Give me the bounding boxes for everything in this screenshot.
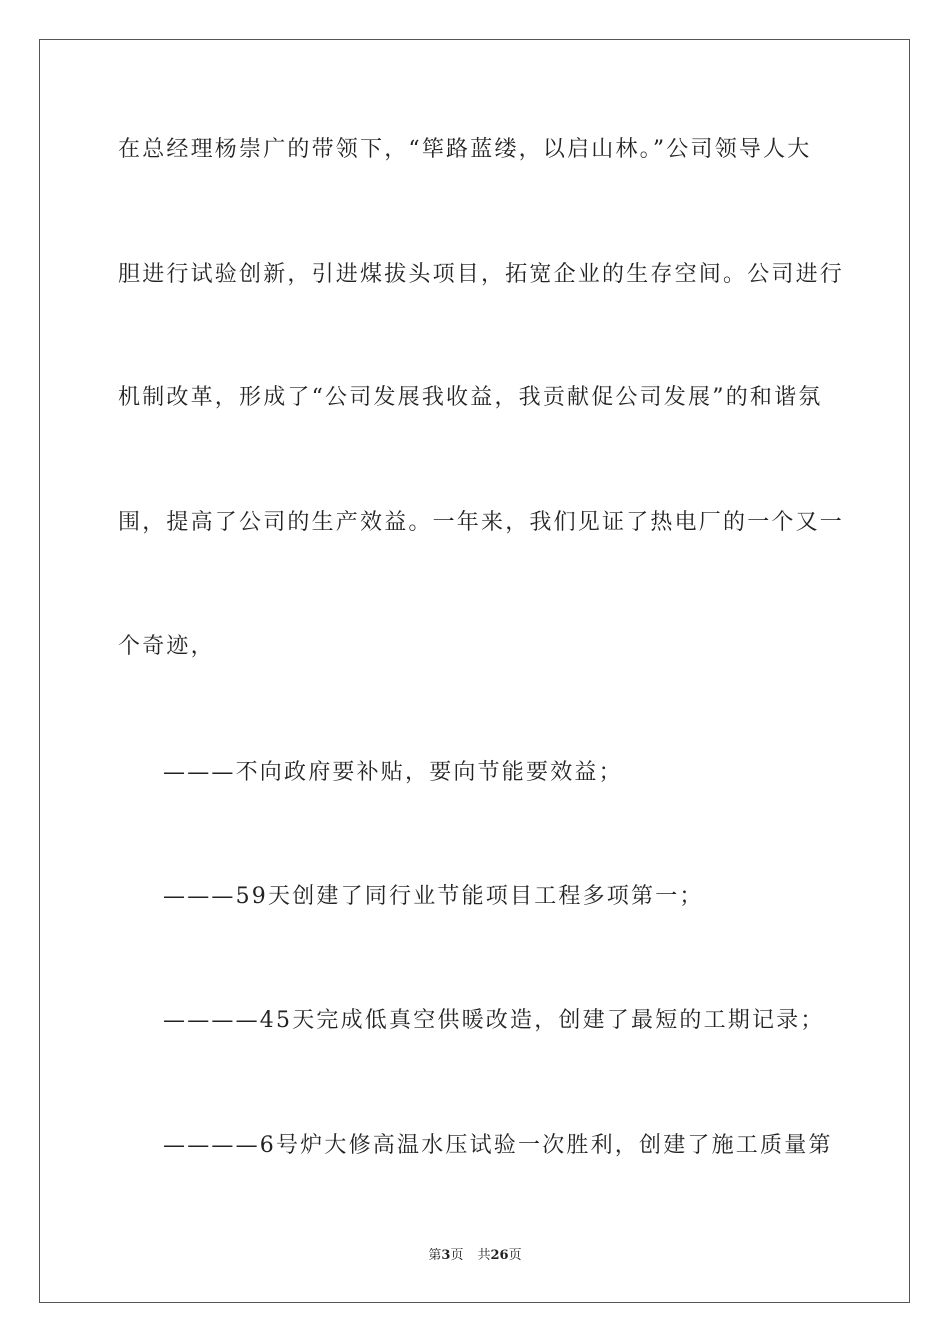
- body-line-5: 个奇迹，: [118, 634, 215, 659]
- body-line-2: 胆进行试验创新，引进煤拔头项目，拓宽企业的生存空间。公司进行: [118, 262, 845, 287]
- page-prefix: 第: [428, 1248, 442, 1263]
- body-line-1: 在总经理杨崇广的带领下，“筚路蓝缕，以启山林。”公司领导人大: [118, 137, 812, 162]
- page-suffix: 页: [450, 1248, 464, 1263]
- body-line-4: 围，提高了公司的生产效益。一年来，我们见证了热电厂的一个又一: [118, 510, 845, 535]
- page-number: 3: [441, 1248, 451, 1263]
- body-line-3: 机制改革，形成了“公司发展我收益，我贡献促公司发展”的和谐氛: [118, 385, 823, 410]
- body-line-9: ————6号炉大修高温水压试验一次胜利，创建了施工质量第: [163, 1133, 833, 1158]
- total-suffix: 页: [508, 1248, 522, 1263]
- total-prefix: 共: [477, 1248, 491, 1263]
- body-line-6: ———不向政府要补贴，要向节能要效益；: [163, 760, 623, 785]
- page-footer: [0, 1247, 950, 1265]
- body-line-8: ————45天完成低真空供暖改造，创建了最短的工期记录；: [163, 1008, 825, 1033]
- total-pages: 26: [490, 1248, 509, 1263]
- body-line-7: ———59天创建了同行业节能项目工程多项第一；: [163, 884, 704, 909]
- page-frame: [39, 39, 910, 1303]
